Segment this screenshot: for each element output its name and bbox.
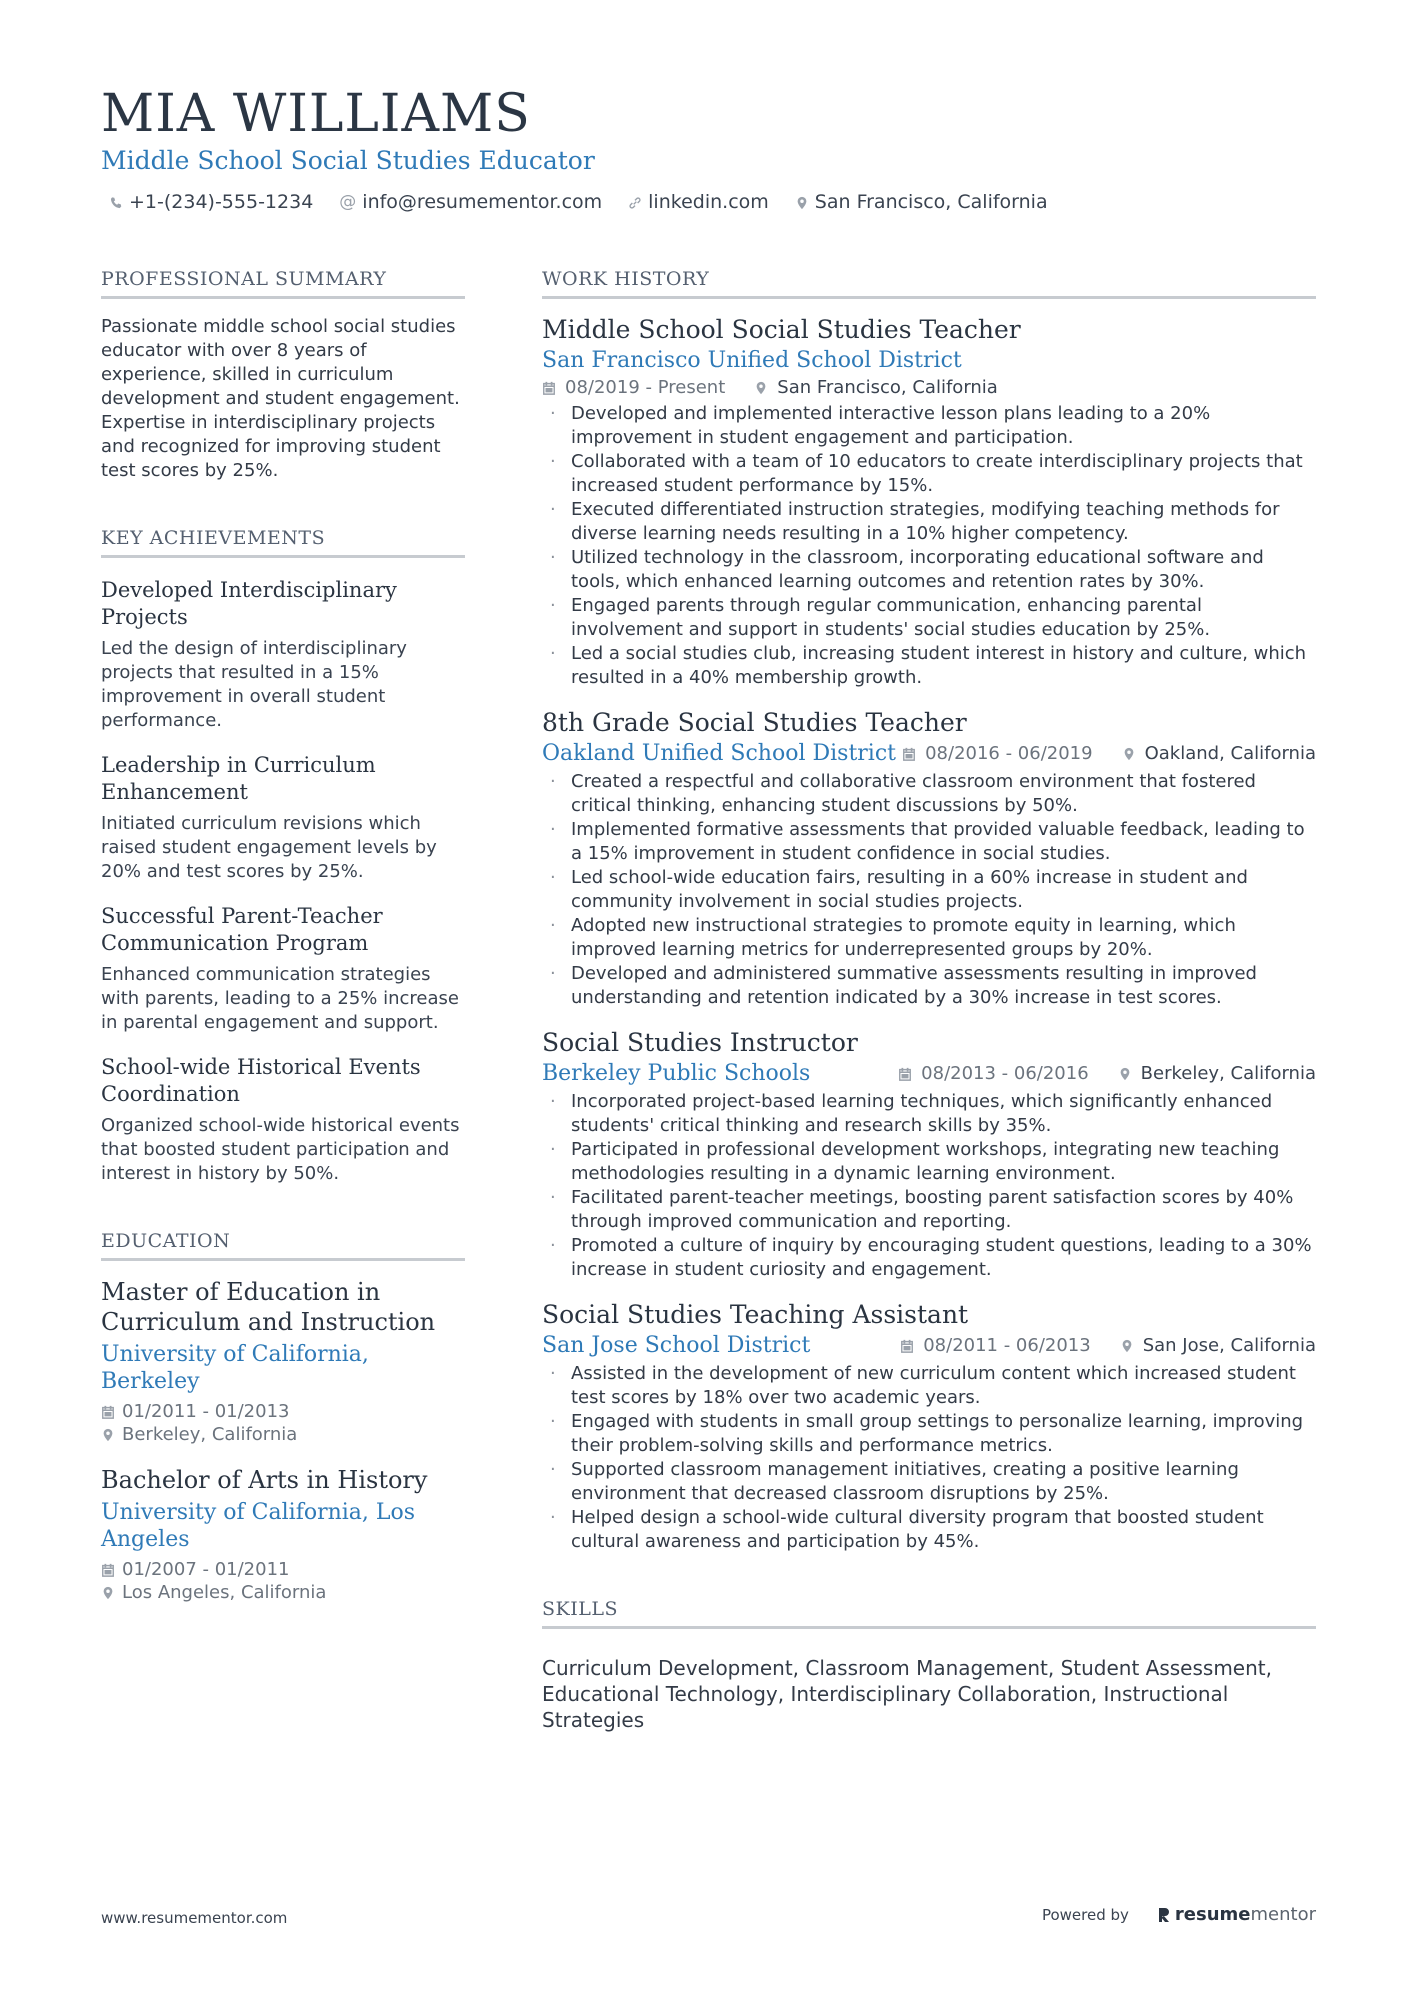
job-title: Middle School Social Studies Teacher bbox=[542, 315, 1021, 344]
job-bullet: · Engaged parents through regular communication, enhancing parental involvement and support in students' social studies education by 25%. bbox=[542, 594, 1316, 642]
degree-title: Master of Education in Curriculum and Instruction bbox=[101, 1278, 436, 1336]
job-subheader bbox=[542, 1061, 1316, 1086]
job-bullets bbox=[542, 1090, 1316, 1282]
company-name: Oakland Unified School District bbox=[542, 741, 896, 766]
job-subheader bbox=[542, 741, 1316, 766]
edu-dates-text: 01/2007 - 01/2011 bbox=[122, 1559, 290, 1580]
job-bullet: · Utilized technology in the classroom, incorporating educational software and tools, which enhanced learning outcomes and retention rates by 30%. bbox=[542, 546, 1316, 594]
job-dates: 08/2011 - 06/2013 bbox=[923, 1335, 1091, 1356]
edu-location-text: Los Angeles, California bbox=[122, 1582, 327, 1603]
job-meta bbox=[902, 743, 1316, 764]
job-dates: 08/2016 - 06/2019 bbox=[925, 743, 1093, 764]
job-bullet: · Assisted in the development of new curriculum content which increased student test scores by 18% over two academic years. bbox=[542, 1362, 1316, 1410]
job-bullet: · Led a social studies club, increasing student interest in history and culture, which resulted in a 40% membership growth. bbox=[542, 642, 1316, 690]
work-heading: WORK HISTORY bbox=[542, 268, 1316, 299]
job-bullet: · Created a respectful and collaborative classroom environment that fostered critical thinking, enhancing student discussions by 50%. bbox=[542, 770, 1316, 818]
job-bullet: · Facilitated parent-teacher meetings, boosting parent satisfaction scores by 40% through improved communication and reporting. bbox=[542, 1186, 1316, 1234]
job-bullet: · Collaborated with a team of 10 educators to create interdisciplinary projects that increased student performance by 15%. bbox=[542, 450, 1316, 498]
job-title: Social Studies Instructor bbox=[542, 1028, 858, 1057]
achievement-title: Successful Parent-Teacher Communication Program bbox=[101, 904, 383, 955]
job-bullet: · Engaged with students in small group settings to personalize learning, improving their problem-solving skills and performance metrics. bbox=[542, 1410, 1316, 1458]
job-bullet: · Supported classroom management initiatives, creating a positive learning environment that decreased classroom disruptions by 25%. bbox=[542, 1458, 1316, 1506]
job-bullets bbox=[542, 770, 1316, 1010]
job-location: San Jose, California bbox=[1142, 1335, 1316, 1356]
education-item bbox=[101, 1277, 465, 1445]
job-bullet: · Participated in professional development workshops, integrating new teaching methodologies resulting in a dynamic learning environment. bbox=[542, 1138, 1316, 1186]
job-bullet: · Executed differentiated instruction strategies, modifying teaching methods for diverse learning needs resulting in a 10% higher competency. bbox=[542, 498, 1316, 546]
contact-row bbox=[101, 191, 1316, 213]
job-meta bbox=[542, 377, 1316, 398]
location-pin-icon bbox=[1118, 1066, 1132, 1082]
phone-text: +1-(234)-555-1234 bbox=[129, 191, 314, 213]
job-location: San Francisco, California bbox=[777, 377, 998, 398]
contact-location bbox=[795, 191, 1048, 213]
job-dates: 08/2019 - Present bbox=[565, 377, 726, 398]
location-pin-icon bbox=[101, 1585, 115, 1601]
skills-text: Curriculum Development, Classroom Management, Student Assessment, Educational Technology, Interdisciplinary Collaboration, Instructional Strategies bbox=[542, 1656, 1272, 1732]
job-entry bbox=[542, 1028, 1316, 1282]
location-pin-icon bbox=[101, 1427, 115, 1443]
job-bullet: · Promoted a culture of inquiry by encouraging student questions, leading to a 30% increase in student curiosity and engagement. bbox=[542, 1234, 1316, 1282]
achievement-item bbox=[101, 903, 465, 1035]
calendar-icon bbox=[101, 1562, 115, 1578]
achievement-title: Leadership in Curriculum Enhancement bbox=[101, 753, 376, 804]
job-title: 8th Grade Social Studies Teacher bbox=[542, 708, 967, 737]
edu-dates-text: 01/2011 - 01/2013 bbox=[122, 1401, 290, 1422]
edu-location bbox=[101, 1424, 465, 1445]
job-bullet: · Developed and administered summative assessments resulting in improved understanding and retention indicated by a 30% increase in test scores. bbox=[542, 962, 1316, 1010]
education-heading: EDUCATION bbox=[101, 1230, 465, 1261]
job-subheader bbox=[542, 1333, 1316, 1358]
job-bullet: · Developed and implemented interactive lesson plans leading to a 20% improvement in student engagement and participation. bbox=[542, 402, 1316, 450]
job-meta bbox=[900, 1335, 1316, 1356]
right-column bbox=[542, 268, 1316, 1733]
job-meta bbox=[898, 1063, 1316, 1084]
calendar-icon bbox=[898, 1066, 912, 1082]
at-icon: @ bbox=[339, 192, 357, 212]
achievement-desc: Enhanced communication strategies with parents, leading to a 25% increase in parental engagement and support. bbox=[101, 964, 459, 1033]
education-item bbox=[101, 1465, 465, 1603]
location-pin-icon bbox=[1120, 1338, 1134, 1354]
edu-dates bbox=[101, 1401, 465, 1422]
company-name: San Jose School District bbox=[542, 1333, 811, 1358]
left-column bbox=[101, 268, 465, 1603]
resume-page bbox=[101, 84, 1316, 1732]
location-pin-icon bbox=[1122, 746, 1136, 762]
edu-location-text: Berkeley, California bbox=[122, 1424, 298, 1445]
achievement-desc: Organized school-wide historical events that boosted student participation and interest in history by 50%. bbox=[101, 1115, 460, 1184]
job-bullet: · Adopted new instructional strategies to promote equity in learning, which improved learning metrics for underrepresented groups by 20%. bbox=[542, 914, 1316, 962]
brand-mark-icon bbox=[1157, 1906, 1171, 1924]
edu-dates bbox=[101, 1559, 465, 1580]
job-bullets bbox=[542, 1362, 1316, 1554]
email-text: info@resumementor.com bbox=[362, 191, 603, 213]
achievement-title: Developed Interdisciplinary Projects bbox=[101, 578, 397, 629]
job-entry bbox=[542, 315, 1316, 690]
job-bullets bbox=[542, 402, 1316, 690]
job-dates: 08/2013 - 06/2016 bbox=[921, 1063, 1089, 1084]
company-name: Berkeley Public Schools bbox=[542, 1061, 811, 1086]
skills-heading: SKILLS bbox=[542, 1598, 1316, 1629]
powered-by-text: Powered by bbox=[1041, 1905, 1129, 1924]
achievement-desc: Initiated curriculum revisions which raised student engagement levels by 20% and test scores by 25%. bbox=[101, 813, 437, 882]
school-name: University of California, Los Angeles bbox=[101, 1500, 416, 1552]
calendar-icon bbox=[101, 1404, 115, 1420]
location-pin-icon bbox=[754, 380, 768, 396]
contact-phone bbox=[109, 191, 313, 213]
summary-text: Passionate middle school social studies educator with over 8 years of experience, skilled in curriculum development and student engagement. Expertise in interdisciplinary projects and recognized for improving student test scores by 25%. bbox=[101, 316, 460, 481]
job-location: Oakland, California bbox=[1144, 743, 1316, 764]
achievement-item bbox=[101, 752, 465, 884]
summary-heading: PROFESSIONAL SUMMARY bbox=[101, 268, 465, 299]
calendar-icon bbox=[902, 746, 916, 762]
achievement-desc: Led the design of interdisciplinary projects that resulted in a 15% improvement in overall student performance. bbox=[101, 638, 407, 731]
company-name: San Francisco Unified School District bbox=[542, 348, 962, 373]
link-icon bbox=[628, 194, 642, 210]
linkedin-text: linkedin.com bbox=[648, 191, 769, 213]
achievements-heading: KEY ACHIEVEMENTS bbox=[101, 527, 465, 558]
job-entry bbox=[542, 1300, 1316, 1554]
footer-powered bbox=[1042, 1904, 1316, 1925]
job-title: Social Studies Teaching Assistant bbox=[542, 1300, 969, 1329]
calendar-icon bbox=[900, 1338, 914, 1354]
brand-bold-text: resume bbox=[1174, 1904, 1251, 1925]
brand-light-text: mentor bbox=[1250, 1904, 1316, 1925]
job-bullet: · Incorporated project-based learning techniques, which significantly enhanced students' critical thinking and research skills by 35%. bbox=[542, 1090, 1316, 1138]
location-pin-icon bbox=[795, 194, 809, 210]
location-text: San Francisco, California bbox=[814, 191, 1048, 213]
brand-logo bbox=[1157, 1904, 1316, 1925]
achievement-item bbox=[101, 577, 465, 733]
footer-website: www.resumementor.com bbox=[101, 1909, 288, 1927]
achievement-item bbox=[101, 1054, 465, 1186]
edu-location bbox=[101, 1582, 465, 1603]
contact-linkedin bbox=[628, 191, 769, 213]
degree-title: Bachelor of Arts in History bbox=[101, 1466, 428, 1494]
job-bullet: · Implemented formative assessments that provided valuable feedback, leading to a 15% improvement in student confidence in social studies. bbox=[542, 818, 1316, 866]
job-entry bbox=[542, 708, 1316, 1010]
school-name: University of California, Berkeley bbox=[101, 1342, 369, 1394]
phone-icon bbox=[109, 194, 123, 210]
job-bullet: · Led school-wide education fairs, resulting in a 60% increase in student and community involvement in social studies projects. bbox=[542, 866, 1316, 914]
contact-email bbox=[339, 191, 602, 213]
job-bullet: · Helped design a school-wide cultural diversity program that boosted student cultural awareness and participation by 45%. bbox=[542, 1506, 1316, 1554]
job-location: Berkeley, California bbox=[1140, 1063, 1316, 1084]
calendar-icon bbox=[542, 380, 556, 396]
candidate-name: MIA WILLIAMS bbox=[101, 84, 531, 144]
achievement-title: School-wide Historical Events Coordination bbox=[101, 1055, 421, 1106]
candidate-title: Middle School Social Studies Educator bbox=[101, 146, 595, 175]
